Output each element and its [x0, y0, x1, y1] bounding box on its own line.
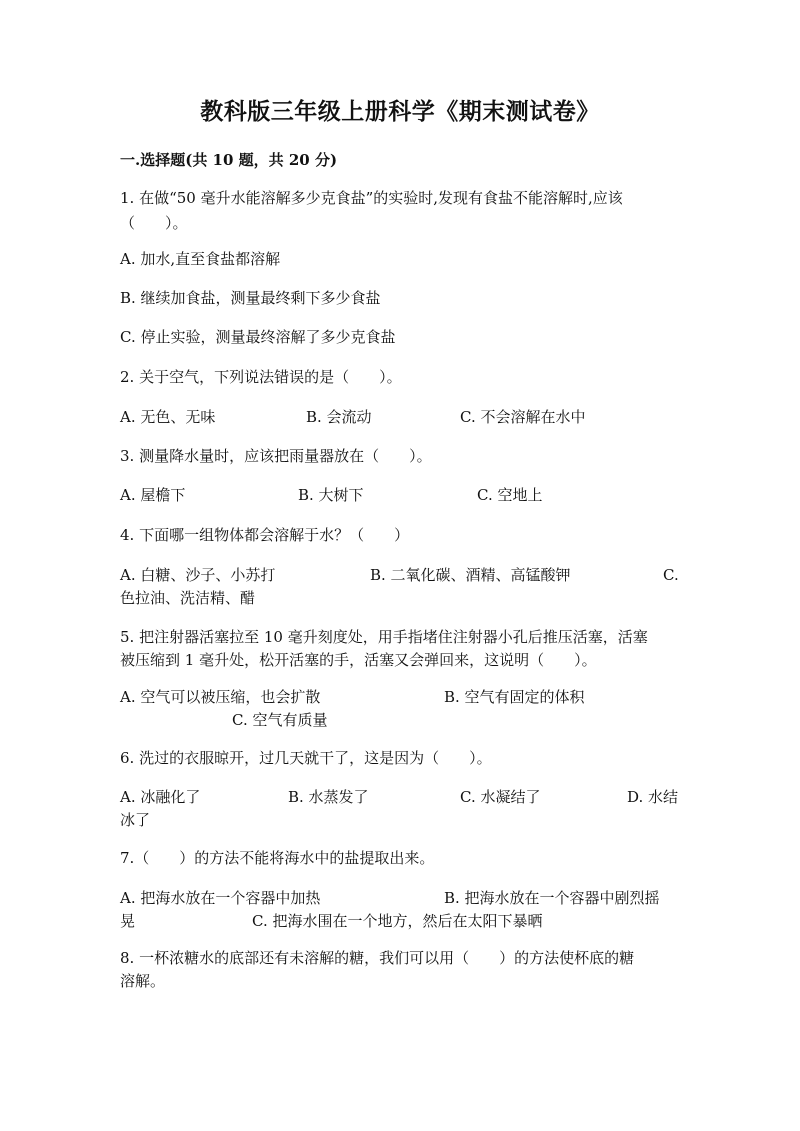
question-3-option-a: A. 屋檐下 — [120, 486, 186, 504]
question-6-stem: 6. 洗过的衣服晾开，过几天就干了，这是因为（ ）。 — [120, 749, 492, 767]
question-4-option-c-text: 色拉油、洗洁精、醋 — [120, 589, 256, 607]
question-7-option-a: A. 把海水放在一个容器中加热 — [120, 889, 321, 907]
question-4-option-b: B. 二氧化碳、酒精、高锰酸钾 — [370, 566, 571, 584]
question-3-option-b: B. 大树下 — [298, 486, 364, 504]
section-heading: 一.选择题(共 10 题，共 20 分) — [120, 151, 338, 169]
question-7-option-c: C. 把海水围在一个地方，然后在太阳下暴晒 — [252, 912, 543, 930]
question-5-stem-line-1: 5. 把注射器活塞拉至 10 毫升刻度处，用手指堵住注射器小孔后推压活塞，活塞 — [120, 628, 648, 646]
question-6-option-c: C. 水凝结了 — [460, 788, 541, 806]
question-1-option-c: C. 停止实验，测量最终溶解了多少克食盐 — [120, 328, 396, 346]
question-2-option-a: A. 无色、无味 — [120, 408, 216, 426]
question-7-option-b: B. 把海水放在一个容器中剧烈摇 — [444, 889, 660, 907]
question-6-option-d-label: D. 水结 — [627, 788, 679, 806]
question-2-option-b: B. 会流动 — [306, 408, 372, 426]
question-3-stem: 3. 测量降水量时，应该把雨量器放在（ ）。 — [120, 447, 432, 465]
question-1-option-b: B. 继续加食盐，测量最终剩下多少食盐 — [120, 289, 381, 307]
question-4-option-a: A. 白糖、沙子、小苏打 — [120, 566, 276, 584]
question-8-stem-line-2: 溶解。 — [120, 972, 166, 990]
question-7-stem: 7.（ ）的方法不能将海水中的盐提取出来。 — [120, 849, 435, 867]
question-5-option-b: B. 空气有固定的体积 — [444, 688, 585, 706]
question-1-option-a: A. 加水,直至食盐都溶解 — [120, 250, 281, 268]
question-7-option-b-continued: 晃 — [120, 912, 136, 930]
question-2-stem: 2. 关于空气，下列说法错误的是（ ）。 — [120, 368, 402, 386]
question-4-stem: 4. 下面哪一组物体都会溶解于水？（ ） — [120, 526, 410, 544]
question-2-option-c: C. 不会溶解在水中 — [460, 408, 586, 426]
exam-title: 教科版三年级上册科学《期末测试卷》 — [200, 98, 600, 125]
question-6-option-b: B. 水蒸发了 — [288, 788, 369, 806]
question-6-option-d-text: 冰了 — [120, 811, 151, 829]
question-1-stem-line-1: 1. 在做“50 毫升水能溶解多少克食盐”的实验时,发现有食盐不能溶解时,应该 — [120, 189, 623, 207]
question-3-option-c: C. 空地上 — [477, 486, 543, 504]
question-1-stem-line-2: （ ）。 — [120, 214, 188, 232]
question-8-stem-line-1: 8. 一杯浓糖水的底部还有未溶解的糖，我们可以用（ ）的方法使杯底的糖 — [120, 949, 635, 967]
question-5-option-c: C. 空气有质量 — [232, 711, 328, 729]
question-6-option-a: A. 冰融化了 — [120, 788, 201, 806]
question-4-option-c-label: C. — [663, 566, 679, 584]
question-5-stem-line-2: 被压缩到 1 毫升处，松开活塞的手，活塞又会弹回来，这说明（ ）。 — [120, 651, 597, 669]
question-5-option-a: A. 空气可以被压缩，也会扩散 — [120, 688, 321, 706]
